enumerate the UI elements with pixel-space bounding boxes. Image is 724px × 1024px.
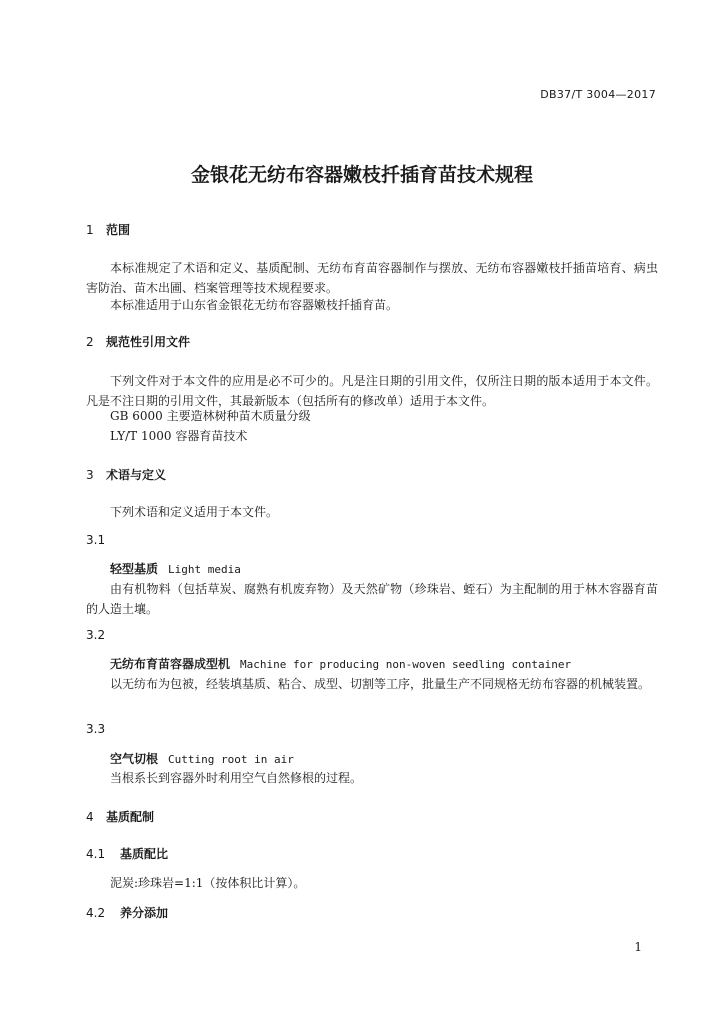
- section-3-intro: 下列术语和定义适用于本文件。: [110, 505, 279, 519]
- term-definition: 以无纺布为包被，经装填基质、粘合、成型、切割等工序，批量生产不同规格无纺布容器的机械装置。: [110, 677, 651, 691]
- subsection-4-1-text: 泥炭:珍珠岩=1:1（按体积比计算）。: [110, 876, 306, 890]
- section-2-paragraph-1: 下列文件对于本文件的应用是必不可少的。凡是注日期的引用文件，仅所注日期的版本适用于本文件。凡是不注日期的引用文件，其最新版本（包括所有的修改单）适用于本文件。: [86, 374, 658, 408]
- section-3-heading: [86, 466, 166, 483]
- term-number: 3.3: [86, 722, 106, 736]
- document-title: 金银花无纺布容器嫩枝扦插育苗技术规程: [190, 164, 533, 186]
- section-1-paragraph-2: 本标准适用于山东省金银花无纺布容器嫩枝扦插育苗。: [110, 298, 399, 312]
- section-number: 2: [86, 335, 94, 349]
- reference-ly-t-1000: LY/T 1000 容器育苗技术: [110, 429, 248, 443]
- section-number: 3: [86, 468, 94, 482]
- section-4-heading: [86, 808, 154, 825]
- term-definition: 由有机物料（包括草炭、腐熟有机废弃物）及天然矿物（珍珠岩、蛭石）为主配制的用于林木容器育苗的人造土壤。: [86, 582, 658, 616]
- term-en: Cutting root in air: [168, 753, 294, 766]
- reference-gb-6000: GB 6000 主要造林树种苗木质量分级: [110, 409, 311, 423]
- subsection-title: 养分添加: [120, 906, 169, 920]
- subsection-4-1-heading: [86, 845, 168, 862]
- section-1-heading: [86, 221, 130, 238]
- section-title: 术语与定义: [106, 468, 167, 482]
- subsection-number: 4.2: [86, 906, 106, 920]
- term-cn: 轻型基质: [110, 562, 159, 576]
- subsection-title: 基质配比: [120, 847, 169, 861]
- section-2-heading: [86, 333, 190, 350]
- term-cn: 空气切根: [110, 752, 159, 766]
- term-heading: [110, 655, 571, 672]
- term-number: 3.2: [86, 628, 106, 642]
- term-heading: [110, 750, 294, 767]
- page-number: 1: [634, 940, 642, 954]
- section-title: 规范性引用文件: [106, 335, 191, 349]
- section-title: 基质配制: [106, 810, 155, 824]
- section-number: 1: [86, 223, 94, 237]
- term-heading: [110, 560, 241, 577]
- subsection-4-2-heading: [86, 904, 168, 921]
- section-1-paragraph-1: 本标准规定了术语和定义、基质配制、无纺布育苗容器制作与摆放、无纺布容器嫩枝扦插苗培育、病虫害防治、苗木出圃、档案管理等技术规程要求。: [86, 261, 658, 295]
- term-number: 3.1: [86, 533, 106, 547]
- subsection-number: 4.1: [86, 847, 106, 861]
- term-cn: 无纺布育苗容器成型机: [110, 657, 231, 671]
- section-title: 范围: [106, 223, 131, 237]
- term-en: Machine for producing non-woven seedling container: [240, 658, 572, 671]
- section-number: 4: [86, 810, 94, 824]
- term-en: Light media: [168, 563, 241, 576]
- standard-code: DB37/T 3004—2017: [540, 88, 656, 101]
- term-definition: 当根系长到容器外时利用空气自然修根的过程。: [110, 771, 363, 785]
